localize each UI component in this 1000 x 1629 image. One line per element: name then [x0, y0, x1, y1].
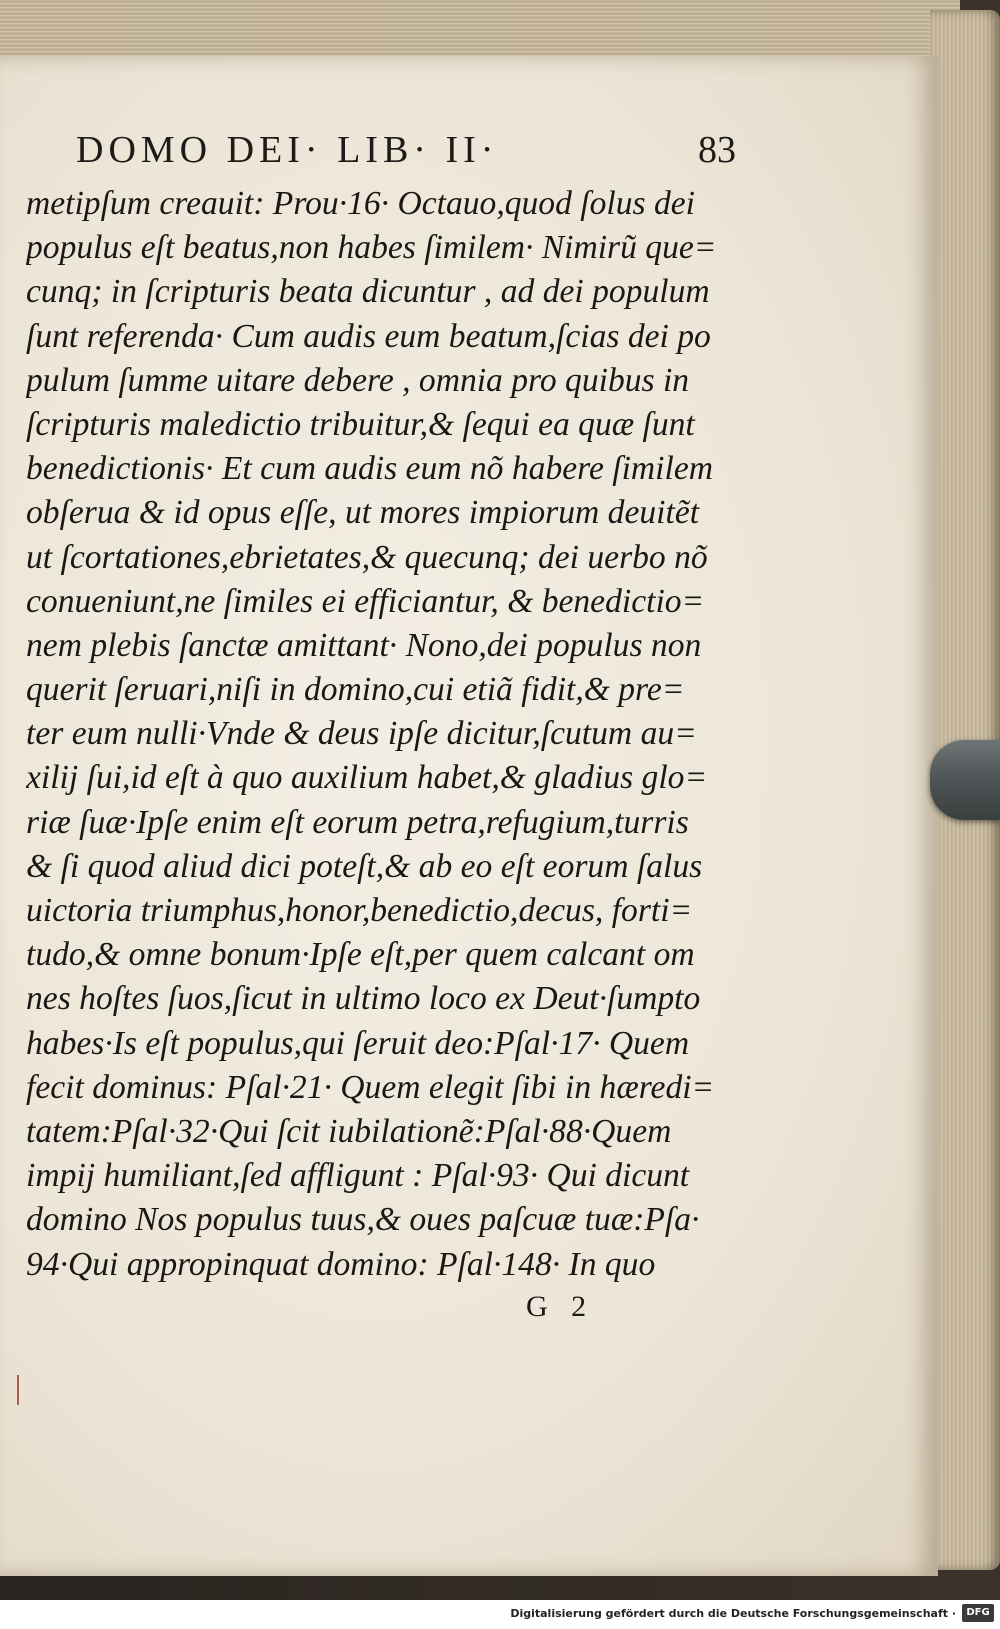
text-line: nem plebis ſanctæ amittant· Nono,dei populus non — [26, 626, 702, 664]
ink-mark — [17, 1375, 19, 1405]
text-line: querit ſeruari,niſi in domino,cui etiã fidit,& pre= — [26, 671, 685, 709]
signature-mark: G 2 — [526, 1290, 595, 1323]
text-line: habes·Is eſt populus,qui ſeruit deo:Pſal·17· Quem — [26, 1024, 690, 1062]
text-line: metipſum creauit: Prou·16· Octauo,quod ſolus dei — [26, 185, 695, 222]
text-line: impij humiliant,ſed affligunt : Pſal·93· Qui dicunt — [26, 1157, 690, 1195]
text-line: fecit dominus: Pſal·21· Quem elegit ſibi in hæredi= — [26, 1068, 715, 1106]
text-block — [26, 182, 726, 1287]
text-line: nes hoſtes ſuos,ſicut in ultimo loco ex Deut·ſumpto — [26, 980, 701, 1018]
text-line: & ſi quod aliud dici poteſt,& ab eo eſt eorum ſalus — [26, 847, 703, 885]
funding-credit: Digitalisierung gefördert durch die Deutsche Forschungsgemeinschaft · — [510, 1607, 956, 1620]
text-line: domino Nos populus tuus,& oues paſcuæ tuæ:Pſa· — [26, 1201, 700, 1239]
text-line: tatem:Pſal·32·Qui ſcit iubilationẽ:Pſal·88·Quem — [26, 1112, 672, 1150]
text-line: ſunt referenda· Cum audis eum beatum,ſcias dei po — [26, 317, 711, 355]
text-line: tudo,& omne bonum·Ipſe eſt,per quem calcant om — [26, 936, 695, 974]
text-line: benedictionis· Et cum audis eum nõ habere ſimilem — [26, 450, 713, 488]
text-line: pulum ſumme uitare debere , omnia pro quibus in — [26, 361, 690, 399]
dfg-logo: DFG — [962, 1604, 994, 1622]
text-line: populus eſt beatus,non habes ſimilem· Nimirũ que= — [26, 229, 717, 267]
page-number: 83 — [698, 129, 736, 171]
text-line: ſcripturis maledictio tribuitur,& ſequi ea quæ ſunt — [26, 405, 695, 443]
text-line: cunq; in ſcripturis beata dicuntur , ad dei populum — [26, 273, 710, 311]
text-line: uictoria triumphus,honor,benedictio,decus, forti= — [26, 892, 693, 929]
text-line: conueniunt,ne ſimiles ei efficiantur, & benedictio= — [26, 582, 705, 620]
text-line: obſerua & id opus eſſe, ut mores impiorum deuitẽt — [26, 494, 700, 532]
book-top-edge — [0, 0, 960, 57]
running-head — [76, 128, 736, 176]
text-line: riæ ſuæ·Ipſe enim eſt eorum petra,refugium,turris — [26, 803, 689, 841]
text-line: ter eum nulli·Vnde & deus ipſe dicitur,ſcutum au= — [26, 715, 697, 753]
book-clip — [930, 740, 1000, 820]
running-head-title: DOMO DEI· LIB· II· — [76, 129, 499, 171]
text-line: xilij ſui,id eſt à quo auxilium habet,& gladius glo= — [26, 759, 708, 797]
text-line: 94·Qui appropinquat domino: Pſal·148· In quo — [26, 1245, 656, 1283]
text-line: ut ſcortationes,ebrietates,& quecunq; dei uerbo nõ — [26, 538, 708, 576]
